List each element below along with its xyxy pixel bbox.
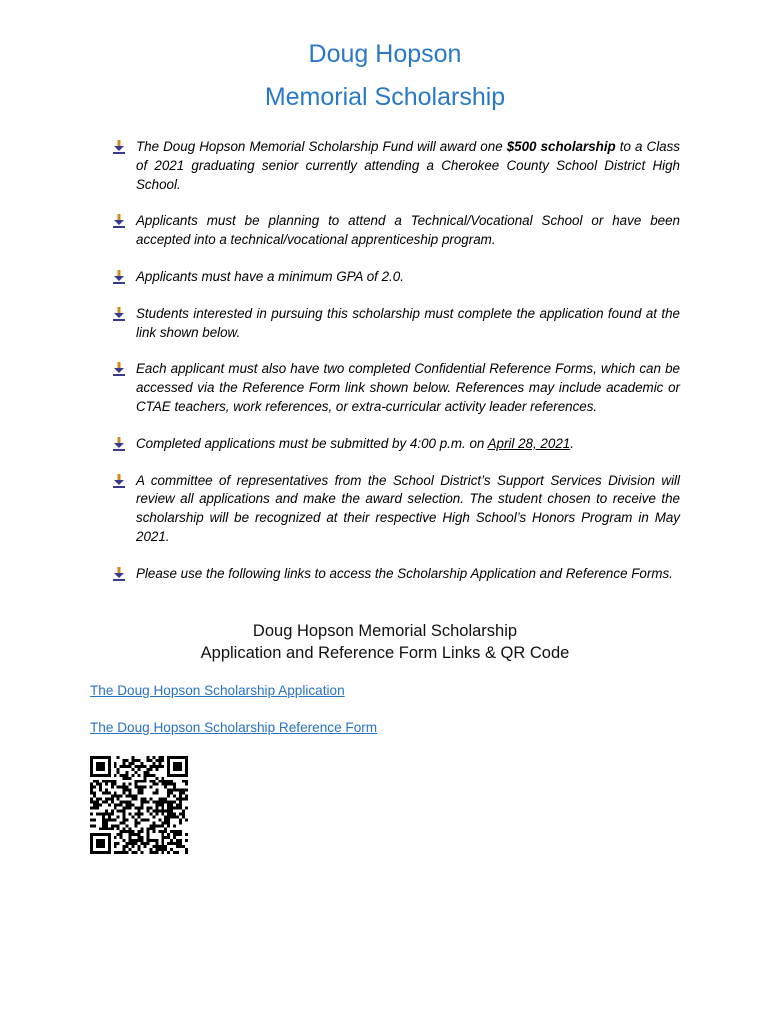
down-arrow-bullet-icon <box>112 474 126 488</box>
bullet-text: Completed applications must be submitted by 4:00 p.m. on <box>136 435 488 451</box>
bullet-item-school-plan <box>112 212 680 250</box>
down-arrow-bullet-icon <box>112 362 126 376</box>
bullet-item-deadline <box>112 435 680 454</box>
scholarship-reference-form-link[interactable]: The Doug Hopson Scholarship Reference Form <box>90 720 378 735</box>
down-arrow-bullet-icon <box>112 437 126 451</box>
bullet-text: Students interested in pursuing this scholarship must complete the application found at the link shown below. <box>136 305 680 340</box>
deadline-date: April 28, 2021 <box>487 435 571 451</box>
bullet-item-application <box>112 305 680 343</box>
bullet-item-award <box>112 138 680 194</box>
bullet-item-committee <box>112 472 680 547</box>
title-line-1: Doug Hopson <box>308 40 462 68</box>
bullet-item-gpa <box>112 268 680 287</box>
down-arrow-bullet-icon <box>112 270 126 284</box>
bullet-text: The Doug Hopson Memorial Scholarship Fund will award one <box>136 139 507 154</box>
bullet-bold-amount: $500 scholarship <box>506 139 616 154</box>
eligibility-bullet-list <box>112 138 680 602</box>
bullet-text: Please use the following links to access the Scholarship Application and Reference Forms. <box>136 565 673 581</box>
bullet-text: to a Class of 2021 graduating senior currently attending a Cherokee County School District High School. <box>136 139 681 192</box>
links-heading-line-1: Doug Hopson Memorial Scholarship <box>252 622 518 640</box>
bullet-text: Applicants must have a minimum GPA of 2.0. <box>136 268 404 284</box>
bullet-item-links-instructions <box>112 565 680 584</box>
down-arrow-bullet-icon <box>112 140 126 154</box>
bullet-text: Applicants must be planning to attend a Technical/Vocational School or have been accepted into a technical/vocational apprenticeship program. <box>136 213 680 248</box>
qr-code-icon[interactable] <box>90 756 188 854</box>
bullet-text: Each applicant must also have two completed Confidential Reference Forms, which can be accessed via the Reference Form link shown below. References may include academic or CTAE teachers, work references, or extra-curricular activity leader references. <box>136 361 680 414</box>
links-heading-line-2: Application and Reference Form Links & QR Code <box>200 644 570 662</box>
bullet-text: A committee of representatives from the School District’s Support Services Division will review all applications and make the award selection. The student chosen to receive the scholarship will be recognized at their respective High School’s Honors Program in May 2021. <box>136 472 680 544</box>
down-arrow-bullet-icon <box>112 567 126 581</box>
down-arrow-bullet-icon <box>112 307 126 321</box>
bullet-item-references <box>112 360 680 416</box>
scholarship-application-link[interactable]: The Doug Hopson Scholarship Application <box>90 683 345 698</box>
down-arrow-bullet-icon <box>112 214 126 228</box>
title-line-2: Memorial Scholarship <box>264 83 506 111</box>
bullet-text: . <box>570 435 574 451</box>
